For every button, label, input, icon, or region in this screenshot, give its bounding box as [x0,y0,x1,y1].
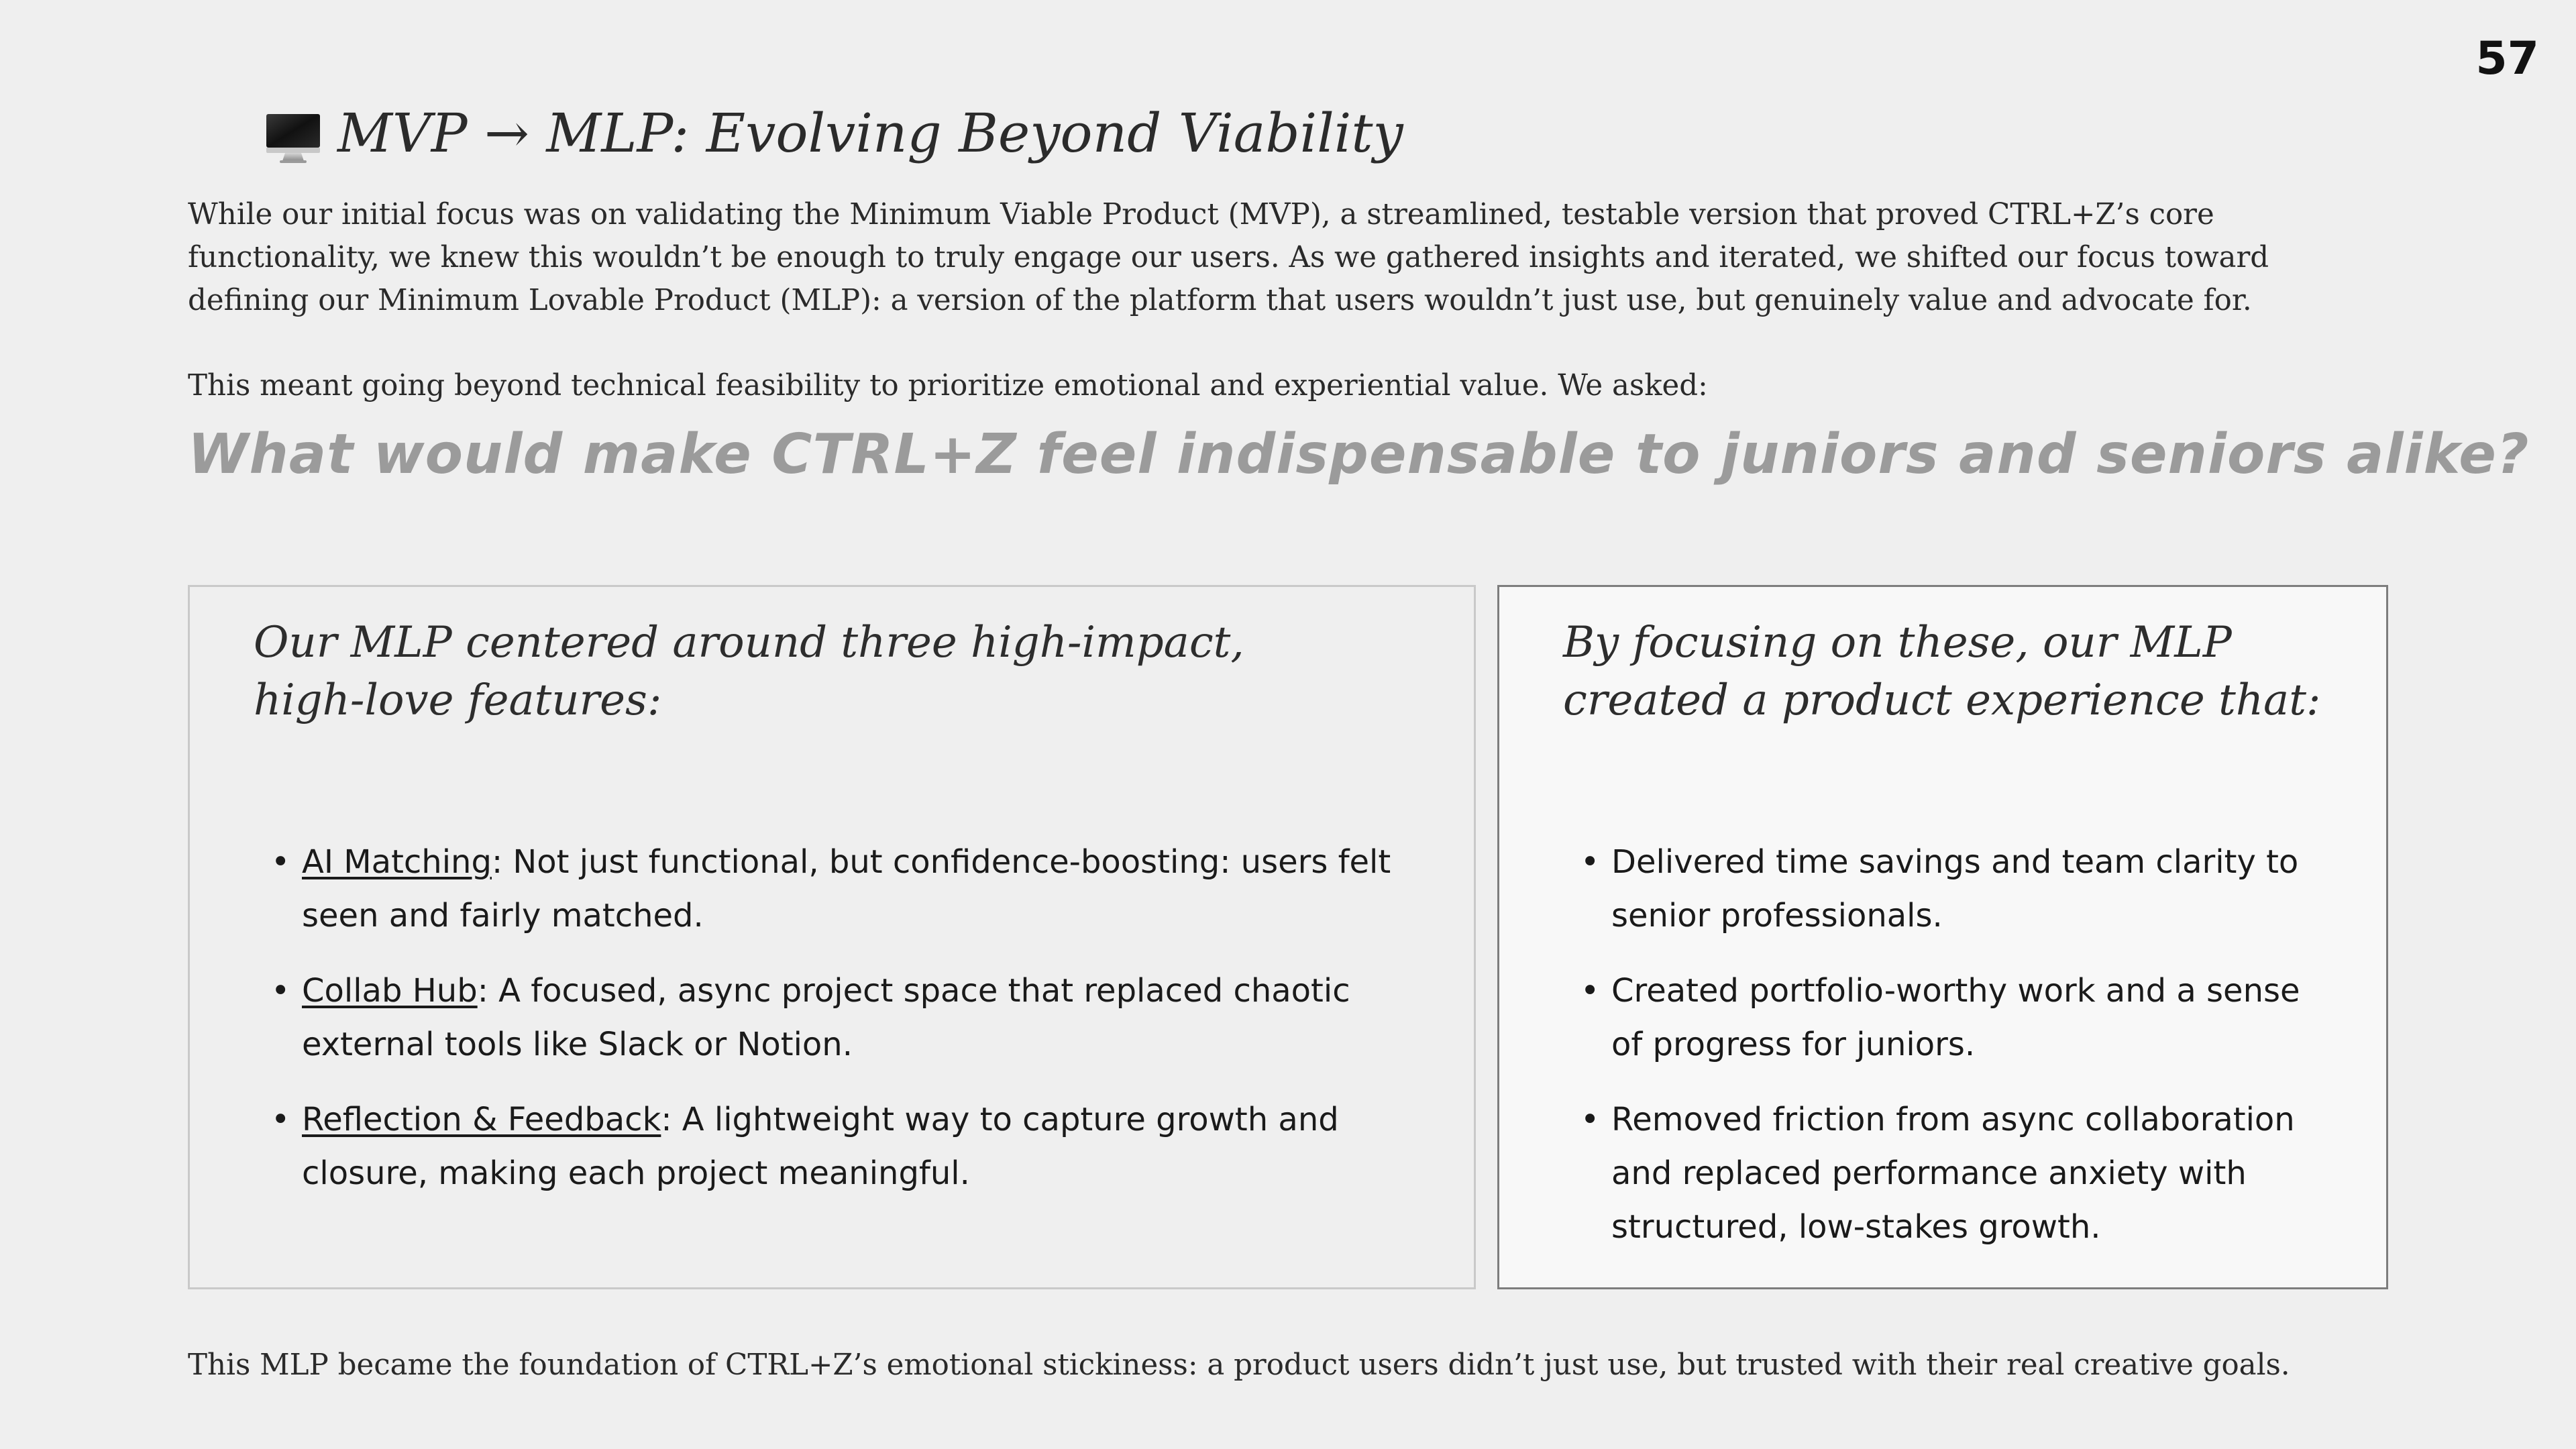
list-item [254,835,1407,943]
bullet-icon: • [271,1101,290,1138]
bullet-icon: • [1580,1101,1600,1138]
bullet-icon: • [271,843,290,881]
desktop-computer-icon [265,111,321,164]
asked-paragraph: This meant going beyond technical feasibility to prioritize emotional and experiential value. We asked: [188,369,1708,402]
outcome-text: Created portfolio-worthy work and a sense of progress for juniors. [1611,972,2300,1063]
outcomes-list [1563,835,2341,1275]
feature-name: Reflection & Feedback [302,1101,661,1138]
title-text: MVP → MLP: Evolving Beyond Viability [337,102,1403,164]
outcomes-card-heading: By focusing on these, our MLP created a product experience that: [1563,618,2321,725]
features-card [188,585,1476,1289]
bullet-icon: • [271,972,290,1010]
page-number: 57 [2475,32,2539,85]
intro-paragraph: While our initial focus was on validating the Minimum Viable Product (MVP), a streamlined, testable version that proved CTRL+Z’s core functionality, we knew this wouldn’t be enough to truly engage our users. As we gathered insights and iterated, we shifted our focus toward defining our Minimum Lovable Product (MLP): a version of the platform that users wouldn’t just use, but genuinely value and advocate for. [188,198,2269,317]
list-item [254,1093,1407,1200]
bullet-icon: • [1580,972,1600,1010]
bullet-icon: • [1580,843,1600,881]
list-item [1563,1093,2341,1254]
conclusion-paragraph: This MLP became the foundation of CTRL+Z’s emotional stickiness: a product users didn’t just use, but trusted with their real creative goals. [188,1348,2290,1382]
outcomes-card [1497,585,2388,1289]
feature-description: : A lightweight way to capture growth and closure, making each project meaningful. [302,1101,1339,1192]
page-title [265,102,1403,164]
features-card-heading: Our MLP centered around three high-impact, high-love features: [254,618,1244,725]
list-item [1563,964,2341,1071]
list-item [254,964,1407,1071]
list-item [1563,835,2341,943]
feature-name: AI Matching [302,843,492,881]
feature-description: : A focused, async project space that replaced chaotic external tools like Slack or Notion. [302,972,1350,1063]
feature-name: Collab Hub [302,972,478,1010]
features-list [254,835,1407,1222]
feature-description: : Not just functional, but confidence-boosting: users felt seen and fairly matched. [302,843,1391,934]
outcome-text: Removed friction from async collaboration and replaced performance anxiety with structured, low-stakes growth. [1611,1101,2295,1246]
key-question: What would make CTRL+Z feel indispensable to juniors and seniors alike? [188,423,2530,486]
outcome-text: Delivered time savings and team clarity to senior professionals. [1611,843,2299,934]
